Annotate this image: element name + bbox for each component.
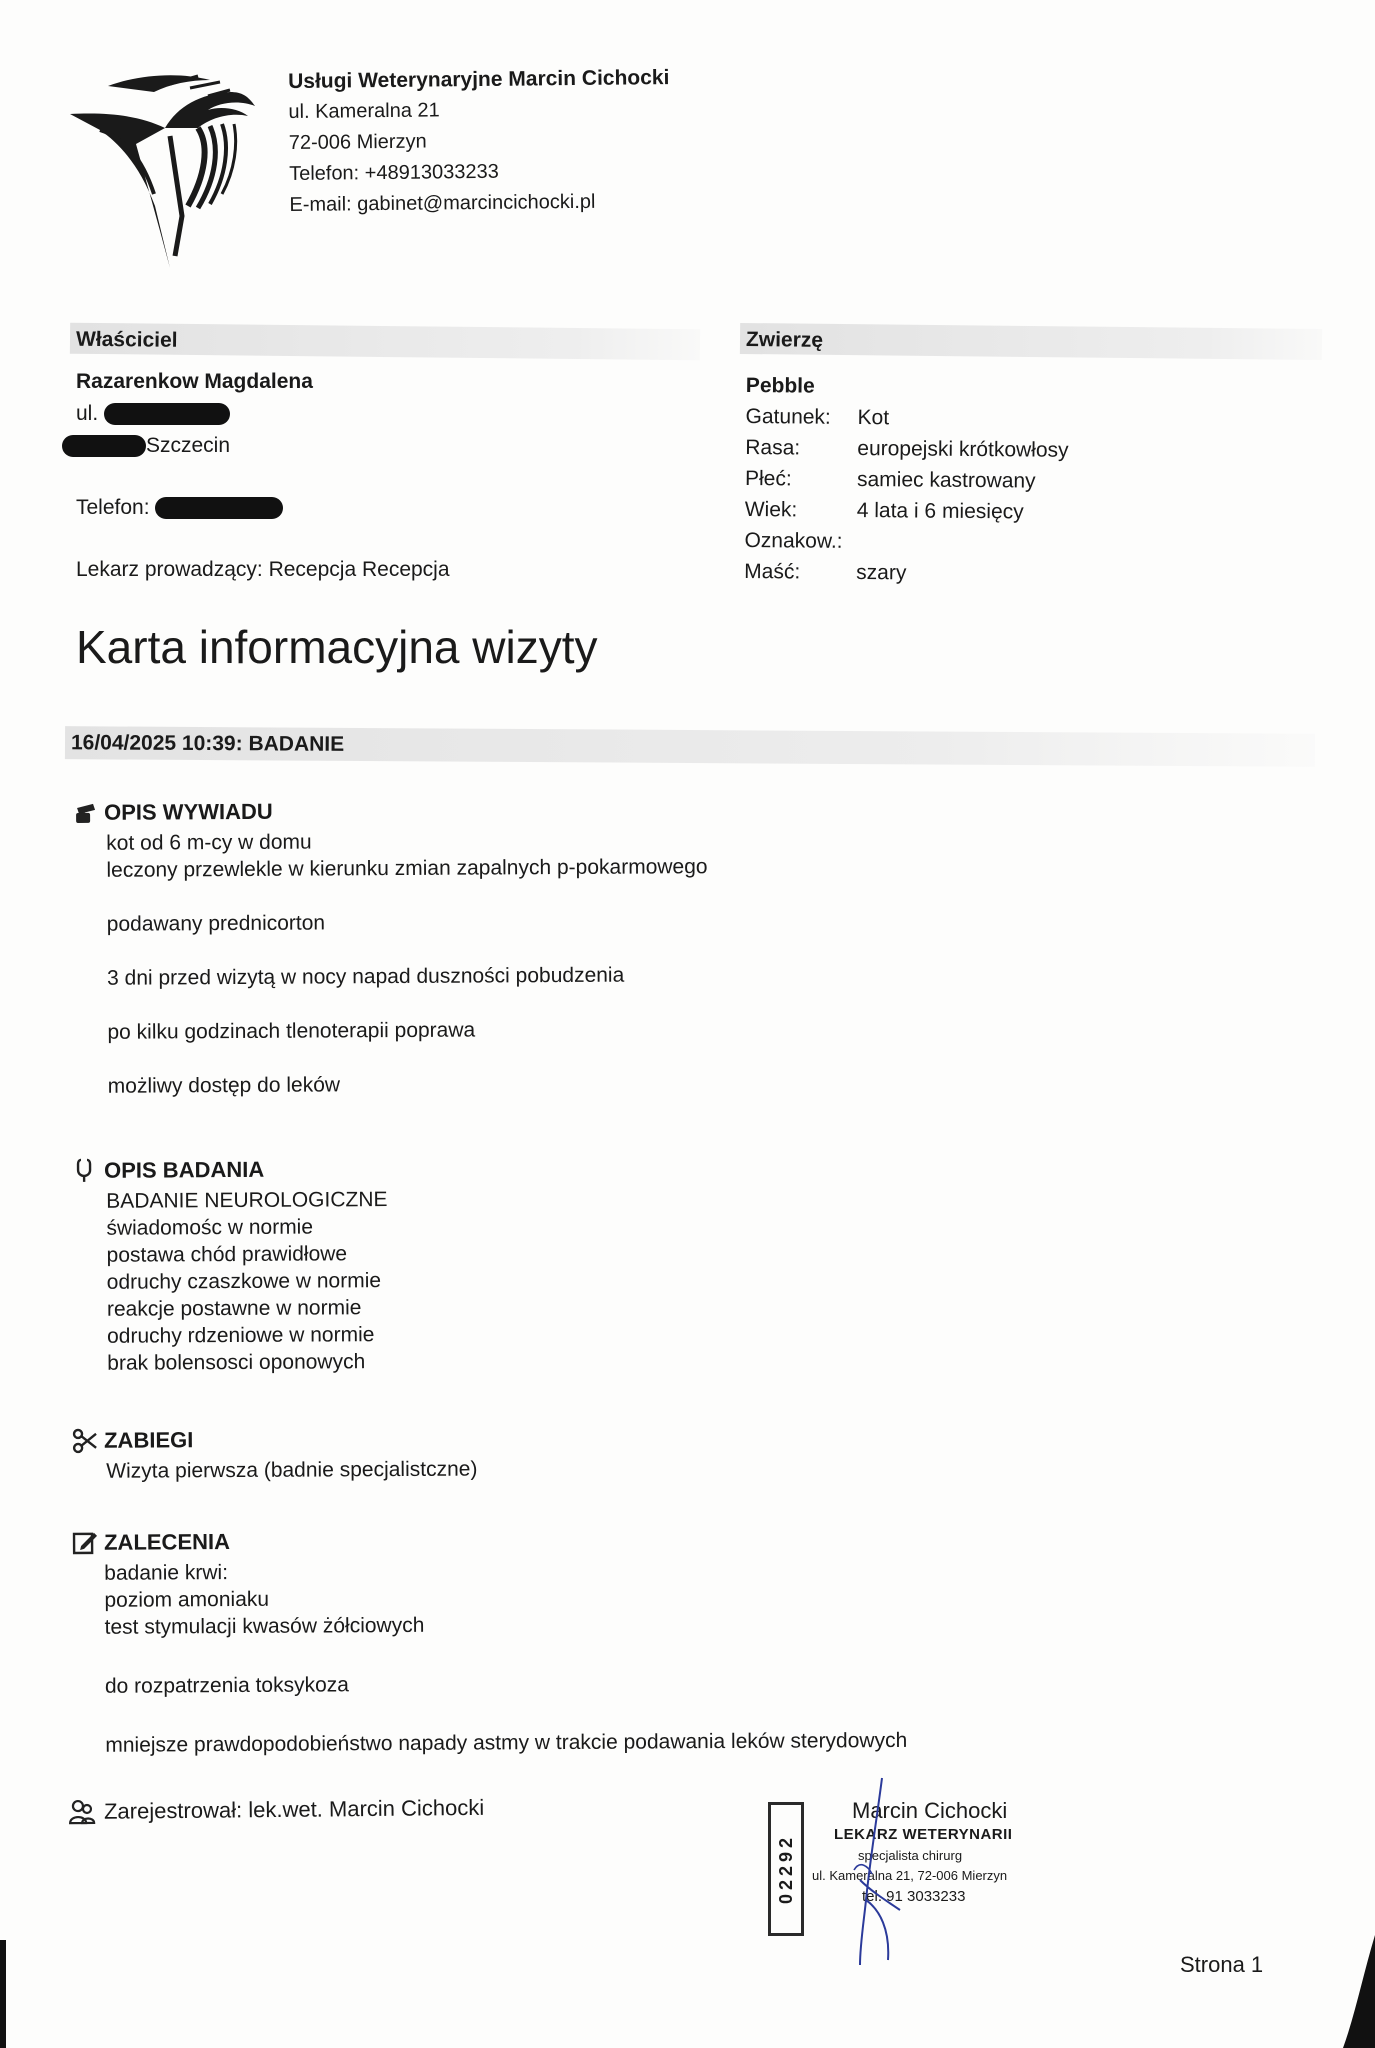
owner-city: Szczecin — [146, 434, 231, 457]
section-title: OPIS WYWIADU — [103, 798, 273, 825]
clinic-name: Usługi Weterynaryjne Marcin Cichocki — [288, 66, 670, 93]
section-examination — [72, 1156, 389, 1377]
field-value: szary — [856, 560, 907, 585]
handwritten-signature — [830, 1770, 950, 1970]
owner-heading: Właściciel — [75, 327, 178, 352]
text-line: Wizyta pierwsza (badnie specjalistczne) — [106, 1457, 478, 1483]
redaction-bar — [104, 403, 230, 425]
text-line: badanie krwi: — [104, 1561, 229, 1585]
stamp-specialty: specjalista chirurg — [858, 1848, 963, 1863]
owner-block — [76, 366, 450, 586]
animal-heading-bar — [740, 323, 1322, 360]
owner-name: Razarenkow Magdalena — [76, 370, 313, 393]
stamp-phone: tel. 91 3033233 — [862, 1888, 966, 1905]
field-label: Maść: — [744, 559, 801, 584]
section-recommendations — [72, 1525, 907, 1759]
owner-heading-bar — [70, 323, 700, 361]
redaction-bar — [62, 435, 146, 457]
field-value: samiec kastrowany — [856, 467, 1036, 493]
animal-field — [745, 401, 1069, 435]
scan-edge-right — [1325, 1935, 1375, 2048]
animal-block — [744, 370, 1069, 590]
clinic-phone: Telefon: +48913033233 — [289, 160, 499, 185]
section-history — [72, 796, 709, 1100]
text-line: po kilku godzinach tlenoterapii poprawa — [107, 1018, 476, 1044]
visit-date-type: 16/04/2025 10:39: BADANIE — [70, 731, 345, 756]
document-title: Karta informacyjna wizyty — [76, 621, 598, 673]
text-line: poziom amoniaku — [104, 1587, 270, 1612]
field-label: Wiek: — [744, 497, 798, 522]
field-label: Rasa: — [745, 435, 801, 460]
animal-fields — [744, 401, 1069, 590]
owner-phone-label: Telefon: — [76, 496, 150, 519]
section-body — [72, 1456, 477, 1485]
text-line: mniejsze prawdopodobieństwo napady astmy w trakcie podawania leków sterydowych — [105, 1728, 908, 1757]
clinic-email: E-mail: gabinet@marcincichocki.pl — [289, 190, 596, 216]
animal-field — [745, 432, 1069, 466]
owner-phone-line — [76, 492, 450, 524]
text-line: odruchy rdzeniowe w normie — [107, 1323, 375, 1348]
registered-by — [68, 1794, 485, 1826]
section-body — [72, 1186, 388, 1377]
section-title: OPIS BADANIA — [103, 1156, 265, 1183]
clinic-city: 72-006 Mierzyn — [288, 130, 427, 154]
field-value — [856, 526, 1068, 559]
field-value: europejski krótkowłosy — [857, 436, 1069, 462]
section-heading — [72, 1525, 906, 1556]
text-line: BADANIE NEUROLOGICZNE — [106, 1188, 388, 1213]
section-heading — [72, 1156, 387, 1184]
text-line: podawany prednicorton — [106, 911, 326, 936]
section-procedures — [72, 1426, 477, 1485]
section-title: ZABIEGI — [103, 1427, 194, 1453]
page-number: Strona 1 — [1180, 1952, 1264, 1977]
section-heading — [72, 796, 707, 826]
text-line: odruchy czaszkowe w normie — [106, 1269, 382, 1294]
animal-field — [744, 556, 1068, 590]
text-line: leczony przewlekle w kierunku zmian zapalnych p-pokarmowego — [106, 855, 708, 882]
stamp-number: 02292 — [776, 1833, 796, 1905]
field-label: Płeć: — [744, 466, 792, 491]
visit-bar — [65, 726, 1315, 767]
clinic-logo — [70, 66, 260, 271]
redaction-bar — [155, 497, 283, 519]
owner-street — [76, 398, 450, 430]
text-line: możliwy dostęp do leków — [107, 1073, 341, 1098]
scissors-icon — [72, 1428, 98, 1454]
animal-field — [745, 494, 1069, 528]
owner-city-line — [76, 430, 450, 462]
field-label: Oznakow.: — [744, 528, 843, 553]
field-label: Gatunek: — [745, 404, 831, 429]
owner-street-prefix: ul. — [76, 402, 99, 425]
stamp-address: ul. Kameralna 21, 72-006 Mierzyn — [812, 1868, 1008, 1883]
field-value: Kot — [857, 405, 890, 430]
section-body — [72, 826, 709, 1100]
stamp-title: LEKARZ WETERYNARII — [834, 1826, 1013, 1843]
text-line: 3 dni przed wizytą w nocy napad duszności pobudzenia — [107, 963, 625, 990]
clinic-info — [288, 62, 671, 221]
text-line: brak bolensosci oponowych — [107, 1350, 366, 1375]
stamp-number-box — [768, 1802, 804, 1936]
clinic-street: ul. Kameralna 21 — [288, 99, 440, 123]
user-group-icon — [68, 1798, 96, 1826]
animal-name: Pebble — [745, 373, 815, 398]
animal-heading: Zwierzę — [745, 328, 824, 352]
stamp-name: Marcin Cichocki — [852, 1798, 1008, 1823]
animal-field — [745, 463, 1069, 497]
section-heading — [72, 1426, 477, 1454]
scan-edge-left — [0, 1940, 6, 2048]
stethoscope-icon — [72, 1158, 98, 1184]
doctor-bag-icon — [72, 800, 98, 826]
field-value: 4 lata i 6 miesięcy — [856, 498, 1024, 524]
registered-by-text: Zarejestrował: lek.wet. Marcin Cichocki — [103, 1794, 485, 1824]
section-title: ZALECENIA — [103, 1529, 231, 1555]
text-line: kot od 6 m-cy w domu — [106, 830, 312, 855]
text-line: postawa chód prawidłowe — [106, 1242, 348, 1267]
text-line: test stymulacji kwasów żółciowych — [104, 1613, 425, 1639]
edit-icon — [72, 1530, 98, 1556]
text-line: świadomośc w normie — [106, 1215, 314, 1240]
text-line: do rozpatrzenia toksykoza — [104, 1673, 349, 1698]
text-line: reakcje postawne w normie — [106, 1296, 362, 1321]
attending-doctor: Lekarz prowadzący: Recepcja Recepcja — [76, 558, 450, 581]
animal-field — [744, 525, 1068, 559]
section-body — [72, 1555, 907, 1759]
